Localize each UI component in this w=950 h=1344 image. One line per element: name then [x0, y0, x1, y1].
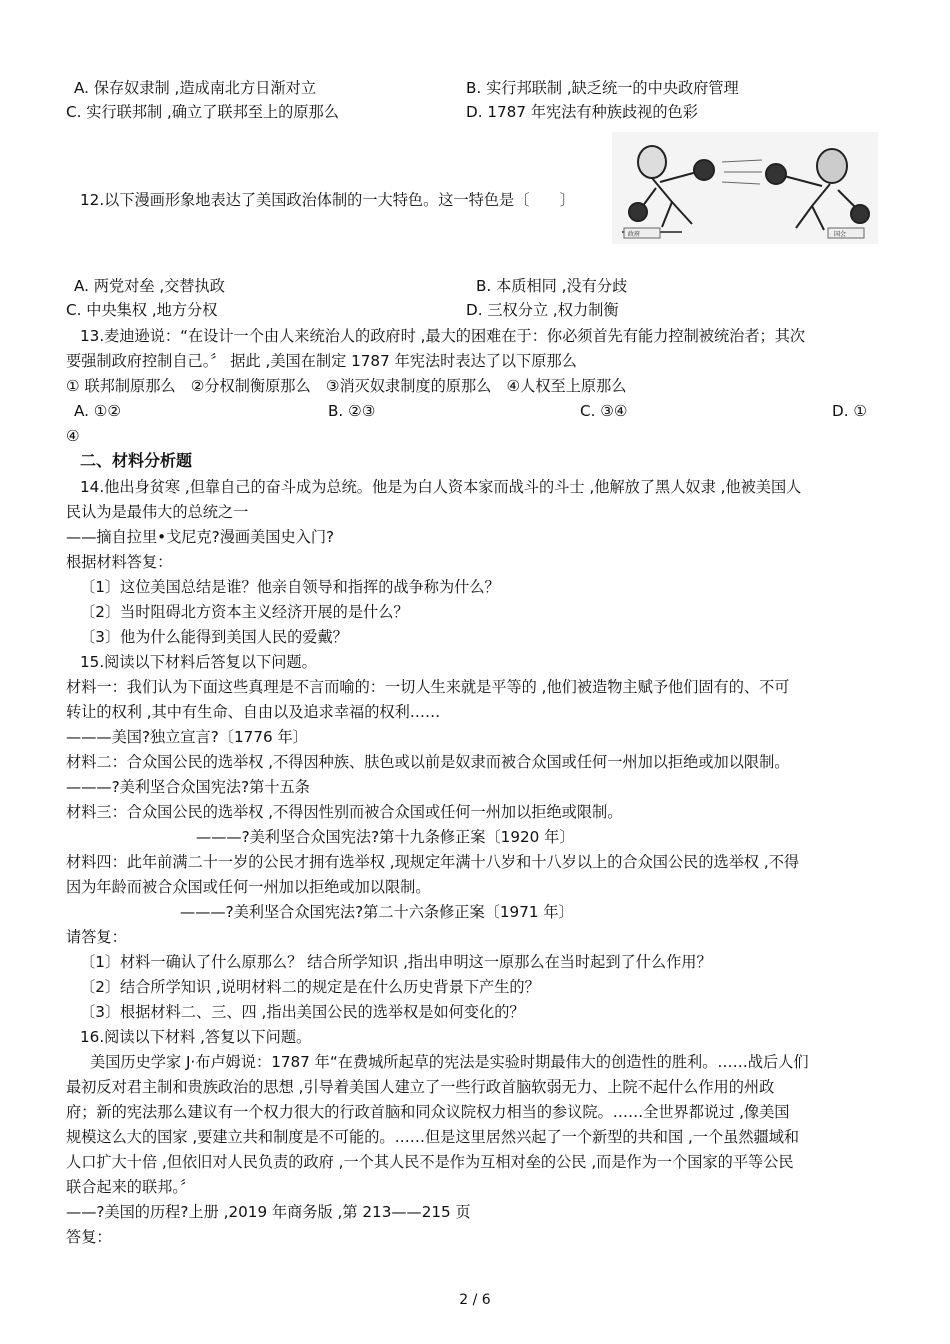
q12-stem: 12.以下漫画形象地表达了美国政治体制的一大特色。这一特色是〔 〕 [80, 191, 575, 209]
q13-items: ① 联邦制原那么 ②分权制衡原那么 ③消灭奴隶制度的原那么 ④人权至上原那么 [66, 377, 627, 395]
q13-option-d: D. ① [832, 402, 867, 420]
q14-subq-2: 〔2〕当时阻碍北方资本主义经济开展的是什么？ [80, 603, 409, 621]
q13-option-c: C. ③④ [580, 402, 628, 420]
q14-subq-1: 〔1〕这位美国总结是谁？他亲自领导和指挥的战争称为什么？ [80, 578, 500, 596]
q15-subq-2: 〔2〕结合所学知识 ,说明材料二的规定是在什么历史背景下产生的？ [80, 978, 540, 996]
q14-subq-3: 〔3〕他为什么能得到美国人民的爱戴？ [80, 628, 348, 646]
q16-paragraph-line4: 规模这么大的国家 ,要建立共和制度是不可能的。……但是这里居然兴起了一个新型的共和国 ,一个虽然疆域和 [66, 1128, 800, 1146]
q16-paragraph-line3: 府；新的宪法那么建议有一个权力很大的行政首脑和同众议院权力相当的参议院。……全世界都说过 ,像美国 [66, 1103, 790, 1121]
q14-stem-line1: 14.他出身贫寒 ,但靠自己的奋斗成为总统。他是为白人资本家而战斗的斗士 ,他解放了黑人奴隶 ,他被美国人 [80, 478, 802, 496]
q12-option-d: D. 三权分立 ,权力制衡 [466, 301, 619, 319]
q15-material1-line1: 材料一：我们认为下面这些真理是不言而喻的：一切人生来就是平等的 ,他们被造物主赋予他们固有的、不可 [66, 678, 790, 696]
q14-source: ——摘自拉里•戈尼克?漫画美国史入门? [66, 528, 335, 546]
boxing-cartoon-image [612, 132, 878, 244]
q15-subq-3: 〔3〕根据材料二、三、四 ,指出美国公民的选举权是如何变化的？ [80, 1003, 525, 1021]
q15-material1-source: ———美国?独立宣言?〔1776 年〕 [66, 728, 308, 746]
q15-stem: 15.阅读以下材料后答复以下问题。 [80, 653, 317, 671]
q12-option-c: C. 中央集权 ,地方分权 [66, 301, 218, 319]
q12-option-a: A. 两党对垒 ,交替执政 [74, 277, 225, 295]
q14-stem-line2: 民认为是最伟大的总统之一 [66, 503, 249, 521]
q16-stem: 16.阅读以下材料 ,答复以下问题。 [80, 1028, 312, 1046]
q15-material4-line2: 因为年龄而被合众国或任何一州加以拒绝或加以限制。 [66, 878, 431, 896]
q15-subq-1: 〔1〕材料一确认了什么原那么？ 结合所学知识 ,指出申明这一原那么在当时起到了什么作用？ [80, 953, 712, 971]
q15-material2-source: ———?美利坚合众国宪法?第十五条 [66, 778, 310, 796]
section-heading: 二、材料分析题 [80, 451, 193, 470]
q13-option-a: A. ①② [74, 402, 122, 420]
q15-material4-line1: 材料四：此年前满二十一岁的公民才拥有选举权 ,现规定年满十八岁和十八岁以上的合众国公民的选举权 ,不得 [66, 853, 800, 871]
q15-material3: 材料三：合众国公民的选举权 ,不得因性别而被合众国或任何一州加以拒绝或限制。 [66, 803, 623, 821]
q16-prompt: 答复： [66, 1228, 112, 1246]
cartoon-label-left: 政府 [628, 231, 641, 238]
q16-paragraph-line5: 人口扩大十倍 ,但依旧对人民负责的政府 ,一个其人民不是作为互相对垒的公民 ,而是作为一个国家的平等公民 [66, 1153, 794, 1171]
q11-option-b: B. 实行邦联制 ,缺乏统一的中央政府管理 [466, 79, 739, 97]
q16-source: ——?美国的历程?上册 ,2019 年商务版 ,第 213——215 页 [66, 1203, 471, 1221]
q11-option-a: A. 保存奴隶制 ,造成南北方日渐对立 [74, 79, 317, 97]
q11-option-d: D. 1787 年宪法有种族歧视的色彩 [466, 103, 698, 121]
q16-paragraph-line6: 联合起来的联邦。〞 [66, 1178, 196, 1196]
cartoon-label-right: 国会 [834, 231, 847, 238]
q15-material4-source: ———?美利坚合众国宪法?第二十六条修正案〔1971 年〕 [180, 903, 574, 921]
page-number: 2 / 6 [459, 1292, 491, 1308]
q15-material3-source: ———?美利坚合众国宪法?第十九条修正案〔1920 年〕 [196, 828, 575, 846]
q15-material1-line2: 转让的权利 ,其中有生命、自由以及追求幸福的权利…… [66, 703, 441, 721]
q15-material2: 材料二：合众国公民的选举权 ,不得因种族、肤色或以前是奴隶而被合众国或任何一州加以拒绝或加以限制。 [66, 753, 790, 771]
q16-paragraph-line1: 美国历史学家 J·布卢姆说：1787 年“在费城所起草的宪法是实验时期最伟大的创造性的胜利。……战后人们 [90, 1053, 809, 1071]
q13-stem-line2: 要强制政府控制自己。〞 据此 ,美国在制定 1787 年宪法时表达了以下原那么 [66, 352, 577, 370]
q14-prompt: 根据材料答复： [66, 553, 173, 571]
q13-option-b: B. ②③ [328, 402, 376, 420]
q13-option-d-wrap: ④ [66, 427, 80, 445]
q16-paragraph-line2: 最初反对君主制和贵族政治的思想 ,引导着美国人建立了一些行政首脑软弱无力、上院不起什么作用的州政 [66, 1078, 775, 1096]
q13-stem-line1: 13.麦迪逊说：“在设计一个由人来统治人的政府时 ,最大的困难在于：你必须首先有能力控制被统治者；其次 [80, 327, 806, 345]
q11-option-c: C. 实行联邦制 ,确立了联邦至上的原那么 [66, 103, 339, 121]
q15-prompt: 请答复： [66, 928, 127, 946]
q12-option-b: B. 本质相同 ,没有分歧 [476, 277, 628, 295]
